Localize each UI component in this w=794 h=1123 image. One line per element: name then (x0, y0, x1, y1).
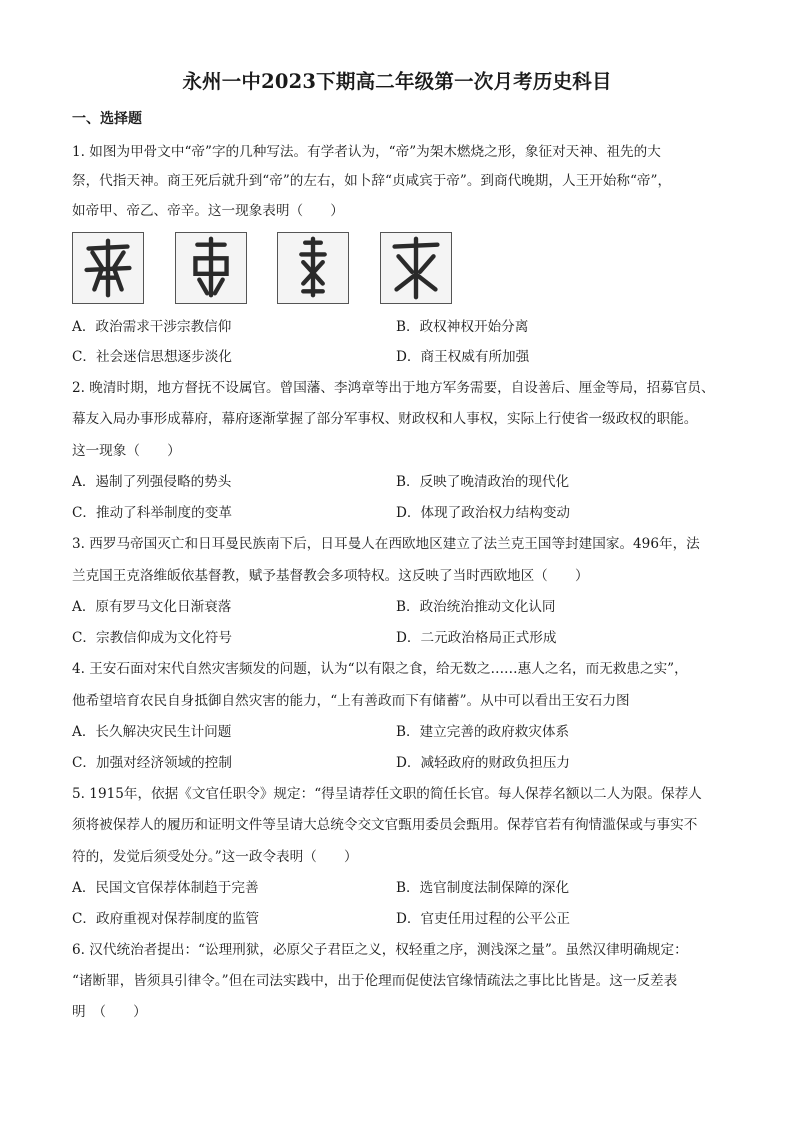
q3-line-2: 兰克国王克洛维皈依基督教，赋予基督教会多项特权。这反映了当时西欧地区（ ） (72, 568, 589, 584)
q5-option-b[interactable]: B．选官制度法制保障的深化 (396, 880, 570, 896)
q5-option-a[interactable]: A．民国文官保荐体制趋于完善 (72, 880, 259, 896)
q6-line-3: 明 （ ） (72, 1004, 147, 1020)
q5-line-1: 5. 1915年，依据《文官任职令》规定：“得呈请荐任文职的简任长官。每人保荐名额以二人为限。保荐人 (72, 786, 702, 802)
q3-option-a[interactable]: A．原有罗马文化日渐衰落 (72, 599, 232, 615)
section-heading: 一、选择题 (72, 111, 142, 127)
q2-option-c[interactable]: C．推动了科举制度的变革 (72, 505, 232, 521)
q4-option-a[interactable]: A．长久解决灾民生计问题 (72, 724, 232, 740)
q1-option-d[interactable]: D．商王权威有所加强 (396, 349, 530, 365)
q2-option-d[interactable]: D．体现了政治权力结构变动 (396, 505, 571, 521)
q1-option-a[interactable]: A．政治需求干涉宗教信仰 (72, 319, 232, 335)
exam-title: 永州一中2023下期高二年级第一次月考历史科目 (182, 70, 612, 93)
q5-line-2: 须将被保荐人的履历和证明文件等呈请大总统令交文官甄用委员会甄用。保荐官若有徇情滥保或与事实不 (72, 817, 698, 833)
q6-line-2: “诸断罪，皆须具引律令。”但在司法实践中，出于伦理而促使法官缘情疏法之事比比皆是。这一反差表 (72, 973, 678, 989)
q1-option-c[interactable]: C．社会迷信思想逐步淡化 (72, 349, 232, 365)
q1-line-1: 1. 如图为甲骨文中“帝”字的几种写法。有学者认为，“帝”为架木燃烧之形，象征对天神、祖先的大 (72, 144, 661, 160)
q3-option-d[interactable]: D．二元政治格局正式形成 (396, 630, 557, 646)
q3-option-c[interactable]: C．宗教信仰成为文化符号 (72, 630, 232, 646)
q4-option-b[interactable]: B．建立完善的政府救灾体系 (396, 724, 570, 740)
q3-line-1: 3. 西罗马帝国灭亡和日耳曼民族南下后，日耳曼人在西欧地区建立了法兰克王国等封建国家。496年，法 (72, 536, 700, 552)
oracle-glyph-image-3 (277, 232, 349, 304)
q4-line-2: 他希望培育农民自身抵御自然灾害的能力，“上有善政而下有储蓄”。从中可以看出王安石力图 (72, 693, 630, 709)
q3-option-b[interactable]: B．政治统治推动文化认同 (396, 599, 556, 615)
q1-option-b[interactable]: B．政权神权开始分离 (396, 319, 529, 335)
q1-line-2: 祭，代指天神。商王死后就升到“帝”的左右，如卜辞“贞咸宾于帝”。到商代晚期，人王开始称“帝”， (72, 173, 672, 189)
q2-line-3: 这一现象（ ） (72, 443, 181, 459)
q5-option-c[interactable]: C．政府重视对保荐制度的监管 (72, 911, 260, 927)
oracle-glyph-image-2 (175, 232, 247, 304)
oracle-glyph-image-4 (380, 232, 452, 304)
q4-option-c[interactable]: C．加强对经济领域的控制 (72, 755, 232, 771)
q2-option-a[interactable]: A．遏制了列强侵略的势头 (72, 474, 232, 490)
q6-line-1: 6. 汉代统治者提出：“讼理刑狱，必原父子君臣之义，权轻重之序，测浅深之量”。虽然汉律明确规定： (72, 942, 688, 958)
q5-line-3: 符的，发觉后须受处分。”这一政令表明（ ） (72, 849, 358, 865)
q1-line-3: 如帝甲、帝乙、帝辛。这一现象表明（ ） (72, 203, 344, 219)
oracle-glyph-image-1 (72, 232, 144, 304)
q2-line-2: 幕友入局办事形成幕府，幕府逐渐掌握了部分军事权、财政权和人事权，实际上行使省一级政权的职能。 (72, 411, 698, 427)
q4-line-1: 4. 王安石面对宋代自然灾害频发的问题，认为“以有限之食，给无数之……惠人之名，而无救患之实”， (72, 661, 688, 677)
q4-option-d[interactable]: D．减轻政府的财政负担压力 (396, 755, 571, 771)
q2-option-b[interactable]: B．反映了晚清政治的现代化 (396, 474, 570, 490)
q5-option-d[interactable]: D．官吏任用过程的公平公正 (396, 911, 571, 927)
q2-line-1: 2. 晚清时期，地方督抚不设属官。曾国藩、李鸿章等出于地方军务需要，自设善后、厘金等局，招募官员、 (72, 380, 715, 396)
